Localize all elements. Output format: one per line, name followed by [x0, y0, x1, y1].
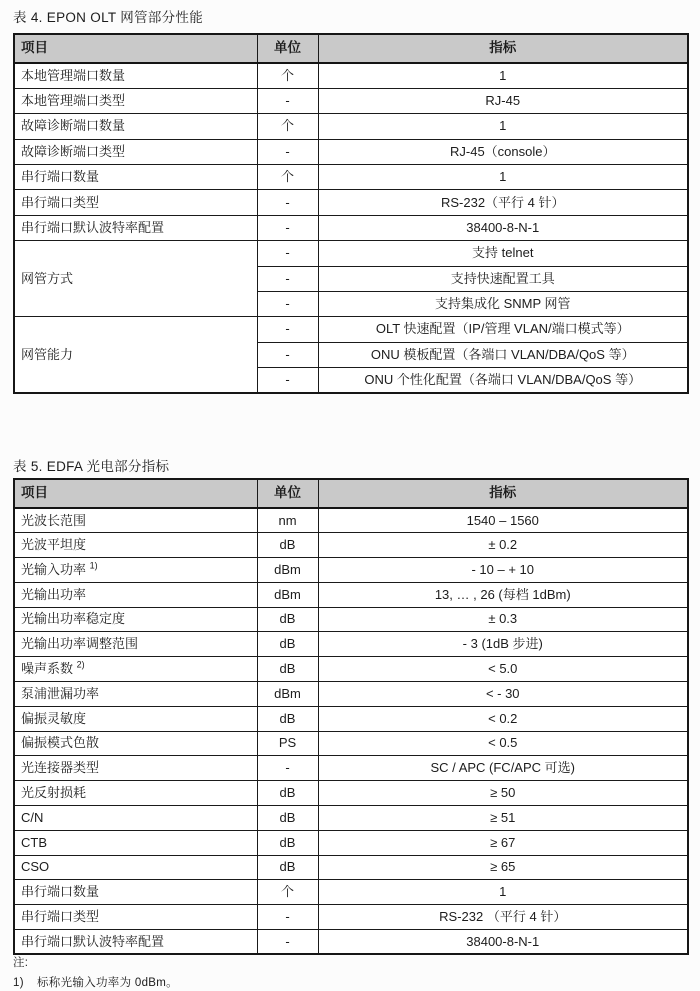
table-row: [14, 558, 688, 583]
item-label: 光反射损耗: [21, 785, 87, 801]
item-cell: [14, 607, 257, 632]
item-cell: [14, 706, 257, 731]
unit-cell: -: [257, 905, 318, 930]
table-row: [14, 880, 688, 905]
item-label: 本地管理端口数量: [21, 67, 126, 83]
item-cell: [14, 731, 257, 756]
footnote-ref: 1): [89, 560, 98, 571]
table-row: [14, 607, 688, 632]
value-cell: ± 0.2: [318, 533, 688, 558]
value-cell: 1: [318, 114, 688, 139]
item-label: 光连接器类型: [21, 760, 100, 776]
value-cell: < 5.0: [318, 657, 688, 682]
table-row: [14, 731, 688, 756]
item-label: 泵浦泄漏功率: [21, 685, 100, 701]
column-header-item: 项目: [14, 479, 257, 508]
item-cell: [14, 806, 257, 831]
item-cell: [14, 930, 257, 955]
item-cell: [14, 855, 257, 880]
item-cell: [14, 139, 257, 164]
value-cell: ONU 个性化配置（各端口 VLAN/DBA/QoS 等）: [318, 368, 688, 393]
table-row: [14, 657, 688, 682]
table-row: [14, 317, 688, 342]
item-label: 串行端口默认波特率配置: [21, 933, 165, 949]
table-row: [14, 855, 688, 880]
unit-cell: -: [257, 930, 318, 955]
value-cell: 1: [318, 165, 688, 190]
unit-cell: -: [257, 139, 318, 164]
value-cell: 13, … , 26 (每档 1dBm): [318, 582, 688, 607]
unit-cell: -: [257, 368, 318, 393]
item-label: C/N: [21, 809, 44, 825]
unit-cell: -: [257, 241, 318, 266]
value-cell: ≥ 51: [318, 806, 688, 831]
table-row: [14, 830, 688, 855]
unit-cell: 个: [257, 165, 318, 190]
table-row: [14, 930, 688, 955]
item-cell: [14, 88, 257, 113]
item-label: 光波长范围: [21, 512, 87, 528]
unit-cell: dB: [257, 706, 318, 731]
column-header-item: 项目: [14, 34, 257, 63]
unit-cell: 个: [257, 880, 318, 905]
value-cell: RJ-45: [318, 88, 688, 113]
item-label: 网管能力: [21, 346, 74, 362]
item-cell: [14, 582, 257, 607]
item-cell: [14, 830, 257, 855]
value-cell: 38400-8-N-1: [318, 930, 688, 955]
note-number: 1): [13, 977, 24, 990]
unit-cell: dB: [257, 806, 318, 831]
unit-cell: -: [257, 215, 318, 240]
value-cell: 1: [318, 63, 688, 88]
unit-cell: dBm: [257, 682, 318, 707]
value-cell: ± 0.3: [318, 607, 688, 632]
item-cell: [14, 63, 257, 88]
unit-cell: 个: [257, 63, 318, 88]
unit-cell: -: [257, 756, 318, 781]
value-cell: - 10 – + 10: [318, 558, 688, 583]
notes-label: 注:: [13, 957, 29, 969]
footnote-ref: 2): [76, 659, 85, 670]
item-cell: [14, 682, 257, 707]
unit-cell: dBm: [257, 582, 318, 607]
unit-cell: -: [257, 317, 318, 342]
item-label: 噪声系数: [21, 661, 74, 677]
value-cell: 支持集成化 SNMP 网管: [318, 292, 688, 317]
item-cell: [14, 317, 257, 393]
value-cell: 支持 telnet: [318, 241, 688, 266]
value-cell: < 0.2: [318, 706, 688, 731]
table5-title: 表 5. EDFA 光电部分指标: [13, 459, 170, 474]
item-label: 光输出功率调整范围: [21, 636, 139, 652]
value-cell: - 3 (1dB 步进): [318, 632, 688, 657]
unit-cell: -: [257, 266, 318, 291]
table-row: [14, 781, 688, 806]
unit-cell: -: [257, 342, 318, 367]
unit-cell: 个: [257, 114, 318, 139]
table-row: [14, 139, 688, 164]
item-label: 光波平坦度: [21, 537, 87, 553]
column-header-unit: 单位: [257, 34, 318, 63]
item-label: 串行端口数量: [21, 169, 100, 185]
item-label: 本地管理端口类型: [21, 92, 126, 108]
item-cell: [14, 756, 257, 781]
item-label: 光输出功率: [21, 586, 87, 602]
table-row: [14, 508, 688, 533]
value-cell: 1540 – 1560: [318, 508, 688, 533]
value-cell: RJ-45（console）: [318, 139, 688, 164]
table-row: [14, 682, 688, 707]
item-cell: [14, 508, 257, 533]
item-cell: [14, 632, 257, 657]
item-cell: [14, 215, 257, 240]
table5-body: [14, 508, 688, 954]
value-cell: ≥ 65: [318, 855, 688, 880]
table4-epon-olt-nms: [13, 33, 689, 394]
table-row: [14, 905, 688, 930]
item-cell: [14, 657, 257, 682]
table-row: [14, 756, 688, 781]
unit-cell: -: [257, 88, 318, 113]
item-label: 网管方式: [21, 270, 74, 286]
note-item: [13, 977, 178, 990]
column-header-spec: 指标: [318, 34, 688, 63]
table-row: [14, 632, 688, 657]
value-cell: < - 30: [318, 682, 688, 707]
notes-section: [13, 957, 178, 990]
table-row: [14, 190, 688, 215]
item-label: 串行端口类型: [21, 194, 100, 210]
value-cell: RS-232 （平行 4 针）: [318, 905, 688, 930]
table-row: [14, 63, 688, 88]
item-cell: [14, 533, 257, 558]
value-cell: ≥ 67: [318, 830, 688, 855]
value-cell: OLT 快速配置（IP/管理 VLAN/端口模式等）: [318, 317, 688, 342]
value-cell: RS-232（平行 4 针）: [318, 190, 688, 215]
column-header-unit: 单位: [257, 479, 318, 508]
value-cell: ≥ 50: [318, 781, 688, 806]
unit-cell: dB: [257, 657, 318, 682]
table-row: [14, 533, 688, 558]
note-text: 标称光输入功率为 0dBm。: [37, 977, 178, 990]
item-label: 串行端口默认波特率配置: [21, 219, 165, 235]
column-header-spec: 指标: [318, 479, 688, 508]
item-label: 偏振灵敏度: [21, 710, 87, 726]
item-label: 故障诊断端口数量: [21, 118, 126, 134]
unit-cell: dB: [257, 830, 318, 855]
item-label: CSO: [21, 859, 50, 875]
header-row: [14, 34, 688, 63]
table-row: [14, 114, 688, 139]
item-label: 串行端口类型: [21, 909, 100, 924]
table-row: [14, 241, 688, 266]
table4-body: [14, 63, 688, 393]
value-cell: ONU 模板配置（各端口 VLAN/DBA/QoS 等）: [318, 342, 688, 367]
header-row: [14, 479, 688, 508]
unit-cell: dB: [257, 607, 318, 632]
value-cell: < 0.5: [318, 731, 688, 756]
item-label: 故障诊断端口类型: [21, 143, 126, 159]
value-cell: SC / APC (FC/APC 可选): [318, 756, 688, 781]
item-label: 光输出功率稳定度: [21, 611, 126, 627]
table4-title: 表 4. EPON OLT 网管部分性能: [13, 10, 204, 25]
unit-cell: dB: [257, 855, 318, 880]
table5-header: [14, 479, 688, 508]
unit-cell: dBm: [257, 558, 318, 583]
unit-cell: dB: [257, 632, 318, 657]
unit-cell: PS: [257, 731, 318, 756]
item-cell: [14, 114, 257, 139]
item-label: 串行端口数量: [21, 884, 100, 900]
table-row: [14, 706, 688, 731]
table4-header: [14, 34, 688, 63]
unit-cell: dB: [257, 533, 318, 558]
table-row: [14, 582, 688, 607]
item-cell: [14, 190, 257, 215]
value-cell: 1: [318, 880, 688, 905]
unit-cell: -: [257, 292, 318, 317]
item-cell: [14, 781, 257, 806]
item-cell: [14, 880, 257, 905]
unit-cell: dB: [257, 781, 318, 806]
item-cell: [14, 165, 257, 190]
table-row: [14, 806, 688, 831]
value-cell: 支持快速配置工具: [318, 266, 688, 291]
item-cell: [14, 558, 257, 583]
table5-edfa-specs: [13, 478, 689, 955]
unit-cell: nm: [257, 508, 318, 533]
item-cell: [14, 905, 257, 930]
item-label: CTB: [21, 834, 47, 850]
table-row: [14, 165, 688, 190]
unit-cell: -: [257, 190, 318, 215]
table-row: [14, 88, 688, 113]
item-cell: [14, 241, 257, 317]
item-label: 偏振模式色散: [21, 735, 100, 751]
value-cell: 38400-8-N-1: [318, 215, 688, 240]
item-label: 光输入功率: [21, 561, 87, 577]
table-row: [14, 215, 688, 240]
